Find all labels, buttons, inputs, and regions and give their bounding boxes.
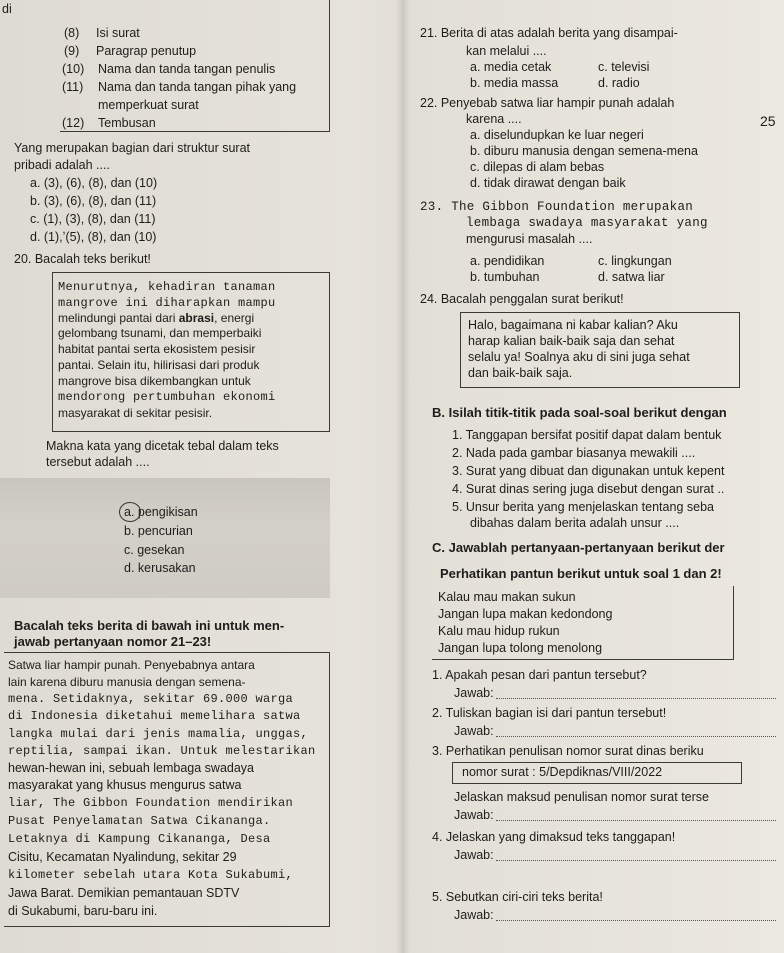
q20-box-line: gelombang tsunami, dan memperbaiki xyxy=(58,326,262,340)
q20-question-cont: tersebut adalah .... xyxy=(46,455,150,469)
q22-option-b: b. diburu manusia dengan semena-mena xyxy=(470,144,698,158)
q21-stem-cont: kan melalui .... xyxy=(466,44,547,58)
jawab-label: Jawab: xyxy=(454,908,494,922)
q23-option-a: a. pendidikan xyxy=(470,254,545,268)
nomor-surat-text: nomor surat : 5/Depdiknas/VIII/2022 xyxy=(462,765,663,779)
news-line: Cisitu, Kecamatan Nyalindung, sekitar 29 xyxy=(8,850,237,864)
list-num: (11) xyxy=(62,80,84,94)
q23-stem: 23. The Gibbon Foundation merupakan xyxy=(420,200,694,214)
q21-option-b: b. media massa xyxy=(470,76,559,90)
answer-line[interactable] xyxy=(496,698,776,699)
q20-box-line: mangrove ini diharapkan mampu xyxy=(58,296,276,310)
answer-line[interactable] xyxy=(496,736,776,737)
q20-box-line: melindungi pantai dari abrasi, energi xyxy=(58,311,255,325)
section-c-q3b: Jelaskan maksud penulisan nomor surat terse xyxy=(454,790,709,804)
q23-stem-cont2: mengurusi masalah .... xyxy=(466,232,593,246)
list-num: (8) xyxy=(64,26,80,40)
q21-option-d: d. radio xyxy=(598,76,640,90)
section-c-q2: 2. Tuliskan bagian isi dari pantun tersebut! xyxy=(432,706,667,720)
jawab-label: Jawab: xyxy=(454,808,494,822)
section-b-item: 1. Tanggapan bersifat positif dapat dalam bentuk xyxy=(452,428,722,442)
q20-option-c: c. gesekan xyxy=(124,543,185,557)
section-b-title: B. Isilah titik-titik pada soal-soal berikut dengan xyxy=(432,405,727,420)
q22-stem-cont: karena .... xyxy=(466,112,522,126)
q20-option-a: a. pengikisan xyxy=(124,505,198,519)
section-c-q3: 3. Perhatikan penulisan nomor surat dinas beriku xyxy=(432,744,704,758)
q20-option-d: d. kerusakan xyxy=(124,561,196,575)
q20-box-line: mangrove bisa dikembangkan untuk xyxy=(58,374,251,388)
answer-line[interactable] xyxy=(496,820,776,821)
news-line: masyarakat yang khusus mengurus satwa xyxy=(8,778,242,792)
answer-circle xyxy=(119,502,141,522)
news-line: Letaknya di Kampung Cikananga, Desa xyxy=(8,832,271,846)
q20-box-line: Menurutnya, kehadiran tanaman xyxy=(58,280,276,294)
jawab-label: Jawab: xyxy=(454,686,494,700)
section-c-q1: 1. Apakah pesan dari pantun tersebut? xyxy=(432,668,647,682)
list-text: Tembusan xyxy=(98,116,156,130)
list-num: (12) xyxy=(62,116,85,130)
pantun-line: Kalau mau makan sukun xyxy=(438,590,576,604)
q19-option-d: d. (1),ʼ(5), (8), dan (10) xyxy=(30,230,157,244)
list-text: Isi surat xyxy=(96,26,140,40)
q22-option-d: d. tidak dirawat dengan baik xyxy=(470,176,626,190)
q22-stem: 22. Penyebab satwa liar hampir punah adalah xyxy=(420,96,675,110)
page-number: 25 xyxy=(760,113,776,129)
list-text: memperkuat surat xyxy=(98,98,199,112)
pantun-line: Jangan lupa tolong menolong xyxy=(438,641,603,655)
pantun-instruction: Perhatikan pantun berikut untuk soal 1 dan 2! xyxy=(440,566,722,581)
q20-option-b: b. pencurian xyxy=(124,524,193,538)
q23-option-d: d. satwa liar xyxy=(598,270,665,284)
q21-option-c: c. televisi xyxy=(598,60,650,74)
q24-box-line: harap kalian baik-baik saja dan sehat xyxy=(468,334,675,348)
q19-option-c: c. (1), (3), (8), dan (11) xyxy=(30,212,156,226)
news-line: mena. Setidaknya, sekitar 69.000 warga xyxy=(8,692,294,706)
section-c-title: C. Jawablah pertanyaan-pertanyaan berikut der xyxy=(432,540,725,555)
section-b-item: 2. Nada pada gambar biasanya mewakili .... xyxy=(452,446,696,460)
jawab-label: Jawab: xyxy=(454,848,494,862)
pantun-line: Kalu mau hidup rukun xyxy=(438,624,560,638)
list-text: Nama dan tanda tangan pihak yang xyxy=(98,80,297,94)
q21-stem: 21. Berita di atas adalah berita yang disampai- xyxy=(420,26,678,40)
news-line: Satwa liar hampir punah. Penyebabnya antara xyxy=(8,658,255,672)
q23-option-b: b. tumbuhan xyxy=(470,270,540,284)
q20-stem: 20. Bacalah teks berikut! xyxy=(14,252,151,266)
section-c-q5: 5. Sebutkan ciri-ciri teks berita! xyxy=(432,890,603,904)
q20-box-line: masyarakat di sekitar pesisir. xyxy=(58,406,213,420)
q23-stem-cont: lembaga swadaya masyarakat yang xyxy=(466,216,708,230)
news-line: kilometer sebelah utara Kota Sukabumi, xyxy=(8,868,294,882)
edge-mark: di xyxy=(2,2,12,16)
q19-stem-cont: pribadi adalah .... xyxy=(14,158,110,172)
page-fold xyxy=(396,0,410,953)
list-text: Nama dan tanda tangan penulis xyxy=(98,62,276,76)
q22-option-c: c. dilepas di alam bebas xyxy=(470,160,605,174)
news-line: liar, The Gibbon Foundation mendirikan xyxy=(8,796,294,810)
list-num: (9) xyxy=(64,44,80,58)
q24-box-line: Halo, bagaimana ni kabar kalian? Aku xyxy=(468,318,678,332)
q21-option-a: a. media cetak xyxy=(470,60,552,74)
news-line: reptilia, sampai ikan. Untuk melestarikan xyxy=(8,744,316,758)
q24-stem: 24. Bacalah penggalan surat berikut! xyxy=(420,292,624,306)
news-line: lain karena diburu manusia dengan semena- xyxy=(8,675,246,689)
section-b-item: 4. Surat dinas sering juga disebut dengan surat .. xyxy=(452,482,725,496)
q24-box-line: selalu ya! Soalnya aku di sini juga sehat xyxy=(468,350,690,364)
news-instruction-cont: jawab pertanyaan nomor 21–23! xyxy=(14,634,212,649)
pantun-line: Jangan lupa makan kedondong xyxy=(438,607,613,621)
jawab-label: Jawab: xyxy=(454,724,494,738)
q20-question: Makna kata yang dicetak tebal dalam teks xyxy=(46,439,279,453)
q22-option-a: a. diselundupkan ke luar negeri xyxy=(470,128,644,142)
list-num: (10) xyxy=(62,62,85,76)
q20-box-line: pantai. Selain itu, hilirisasi dari produk xyxy=(58,358,260,372)
q19-stem: Yang merupakan bagian dari struktur surat xyxy=(14,141,251,155)
list-text: Paragrap penutup xyxy=(96,44,197,58)
section-c-q4: 4. Jelaskan yang dimaksud teks tanggapan! xyxy=(432,830,676,844)
news-line: Jawa Barat. Demikian pemantauan SDTV xyxy=(8,886,240,900)
answer-line[interactable] xyxy=(496,860,776,861)
news-line: Pusat Penyelamatan Satwa Cikananga. xyxy=(8,814,271,828)
q24-box-line: dan baik-baik saja. xyxy=(468,366,573,380)
news-line: di Indonesia diketahui memelihara satwa xyxy=(8,709,301,723)
news-line: di Sukabumi, baru-baru ini. xyxy=(8,904,158,918)
q19-option-b: b. (3), (6), (8), dan (11) xyxy=(30,194,157,208)
q20-box-line: mendorong pertumbuhan ekonomi xyxy=(58,390,276,404)
q23-option-c: c. lingkungan xyxy=(598,254,672,268)
answer-line[interactable] xyxy=(496,920,776,921)
news-instruction: Bacalah teks berita di bawah ini untuk men- xyxy=(14,618,285,633)
news-line: langka mulai dari jenis mamalia, unggas, xyxy=(8,727,309,741)
news-line: hewan-hewan ini, sebuah lembaga swadaya xyxy=(8,761,254,775)
section-b-item-cont: dibahas dalam berita adalah unsur .... xyxy=(470,516,680,530)
q20-box-line: habitat pantai serta ekosistem pesisir xyxy=(58,342,256,356)
section-b-item: 3. Surat yang dibuat dan digunakan untuk kepent xyxy=(452,464,725,478)
section-b-item: 5. Unsur berita yang menjelaskan tentang seba xyxy=(452,500,714,514)
q19-option-a: a. (3), (6), (8), dan (10) xyxy=(30,176,158,190)
